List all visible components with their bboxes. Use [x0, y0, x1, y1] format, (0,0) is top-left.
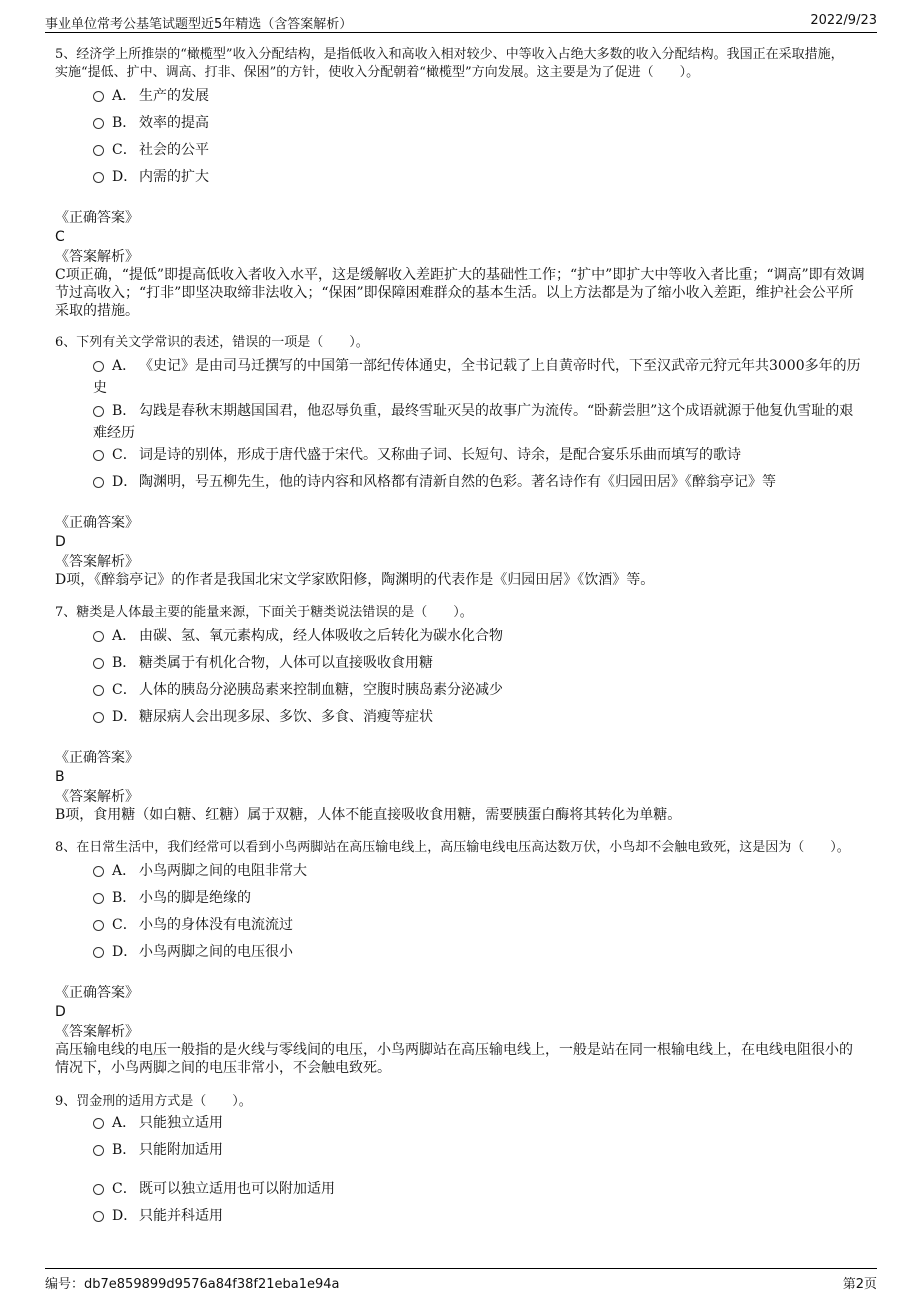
- radio-icon[interactable]: [93, 658, 104, 669]
- radio-icon[interactable]: [93, 685, 104, 696]
- radio-icon[interactable]: [93, 1145, 104, 1156]
- page-header: [45, 10, 877, 33]
- document-code: 编号：db7e859899d9576a84f38f21eba1e94a: [45, 1277, 340, 1292]
- option-a[interactable]: A． 《史记》是由司马迁撰写的中国第一部纪传体通史，全书记载了上自黄帝时代，下至汉武帝元狩元年共3000多年的历史: [93, 358, 861, 396]
- document-title: 事业单位常考公基笔试题型近5年精选（含答案解析）: [45, 17, 353, 32]
- radio-icon[interactable]: [93, 145, 104, 156]
- option-b[interactable]: B． 效率的提高: [93, 112, 863, 134]
- question-stem: 7、糖类是人体最主要的能量来源，下面关于糖类说法错误的是（ ）。: [55, 605, 473, 620]
- option-c[interactable]: C． 社会的公平: [93, 139, 863, 161]
- radio-icon[interactable]: [93, 1118, 104, 1129]
- option-d[interactable]: D． 陶渊明，号五柳先生，他的诗内容和风格都有清新自然的色彩。著名诗作有《归园田居》《醉翁亭记》等: [93, 471, 863, 493]
- option-c[interactable]: C． 人体的胰岛分泌胰岛素来控制血糖，空腹时胰岛素分泌减少: [93, 679, 863, 701]
- option-d[interactable]: D． 内需的扩大: [93, 166, 863, 188]
- analysis-text: B项，食用糖（如白糖、红糖）属于双糖，人体不能直接吸收食用糖，需要胰蛋白酶将其转化为单糖。: [55, 807, 682, 823]
- analysis-label: 《答案解析》: [55, 789, 139, 805]
- question-stem: 6、下列有关文学常识的表述，错误的一项是（ ）。: [55, 335, 369, 350]
- document-date: 2022/9/23: [810, 13, 877, 28]
- radio-icon[interactable]: [93, 406, 104, 417]
- analysis-text: C项正确，“提低”即提高低收入者收入水平，这是缓解收入差距扩大的基础性工作；“扩中”即扩大中等收入者比重；“调高”即有效调节过高收入；“打非”即坚决取缔非法收入；“保困”即保障困难群众的基本生活。以上方法都是为了缩小收入差距，维护社会公平所采取的措施。: [55, 267, 865, 319]
- radio-icon[interactable]: [93, 893, 104, 904]
- analysis-text: 高压输电线的电压一般指的是火线与零线间的电压，小鸟两脚站在高压输电线上，一般是站在同一根输电线上，在电线电阻很小的情况下，小鸟两脚之间的电压非常小，不会触电致死。: [55, 1042, 853, 1076]
- question-stem: 8、在日常生活中，我们经常可以看到小鸟两脚站在高压输电线上，高压输电线电压高达数万伏，小鸟却不会触电致死，这是因为（ ）。: [55, 840, 850, 855]
- analysis-label: 《答案解析》: [55, 1024, 139, 1040]
- radio-icon[interactable]: [93, 118, 104, 129]
- correct-answer-label: 《正确答案》: [55, 985, 139, 1001]
- radio-icon[interactable]: [93, 920, 104, 931]
- radio-icon[interactable]: [93, 1184, 104, 1195]
- option-a[interactable]: A． 小鸟两脚之间的电阻非常大: [93, 860, 863, 882]
- option-c[interactable]: C． 词是诗的别体，形成于唐代盛于宋代。又称曲子词、长短句、诗余，是配合宴乐乐曲而填写的歌诗: [93, 444, 863, 466]
- correct-answer: B: [55, 769, 65, 785]
- option-d[interactable]: D． 小鸟两脚之间的电压很小: [93, 941, 863, 963]
- page-footer: [45, 1268, 877, 1293]
- page-number: 第2页: [842, 1277, 877, 1292]
- radio-icon[interactable]: [93, 631, 104, 642]
- question-stem: 5、经济学上所推崇的“橄榄型”收入分配结构，是指低收入和高收入相对较少、中等收入占绝大多数的收入分配结构。我国正在采取措施，实施“提低、扩中、调高、打非、保困”的方针，使收入分配朝着“橄榄型”方向发展。这主要是为了促进（ ）。: [55, 47, 844, 80]
- radio-icon[interactable]: [93, 1211, 104, 1222]
- correct-answer-label: 《正确答案》: [55, 750, 139, 766]
- analysis-label: 《答案解析》: [55, 249, 139, 265]
- radio-icon[interactable]: [93, 361, 104, 372]
- radio-icon[interactable]: [93, 172, 104, 183]
- option-a[interactable]: A． 由碳、氢、氧元素构成，经人体吸收之后转化为碳水化合物: [93, 625, 863, 647]
- option-c[interactable]: C． 既可以独立适用也可以附加适用: [93, 1178, 863, 1200]
- correct-answer: D: [55, 534, 66, 550]
- analysis-label: 《答案解析》: [55, 554, 139, 570]
- correct-answer: C: [55, 229, 65, 245]
- radio-icon[interactable]: [93, 866, 104, 877]
- correct-answer-label: 《正确答案》: [55, 210, 139, 226]
- option-c[interactable]: C． 小鸟的身体没有电流流过: [93, 914, 863, 936]
- radio-icon[interactable]: [93, 91, 104, 102]
- correct-answer-label: 《正确答案》: [55, 515, 139, 531]
- option-b[interactable]: B． 小鸟的脚是绝缘的: [93, 887, 863, 909]
- radio-icon[interactable]: [93, 712, 104, 723]
- radio-icon[interactable]: [93, 477, 104, 488]
- option-d[interactable]: D． 只能并科适用: [93, 1205, 863, 1227]
- analysis-text: D项，《醉翁亭记》的作者是我国北宋文学家欧阳修，陶渊明的代表作是《归园田居》《饮酒》等。: [55, 572, 655, 588]
- option-a[interactable]: A． 生产的发展: [93, 85, 863, 107]
- radio-icon[interactable]: [93, 450, 104, 461]
- radio-icon[interactable]: [93, 947, 104, 958]
- option-b[interactable]: B． 只能附加适用: [93, 1139, 863, 1161]
- option-a[interactable]: A． 只能独立适用: [93, 1112, 863, 1134]
- correct-answer: D: [55, 1004, 66, 1020]
- option-d[interactable]: D． 糖尿病人会出现多尿、多饮、多食、消瘦等症状: [93, 706, 863, 728]
- option-b[interactable]: B． 糖类属于有机化合物，人体可以直接吸收食用糖: [93, 652, 863, 674]
- option-b[interactable]: B． 勾践是春秋末期越国国君，他忍辱负重，最终雪耻灭吴的故事广为流传。“卧薪尝胆”这个成语就源于他复仇雪耻的艰难经历: [93, 403, 854, 441]
- question-stem: 9、罚金刑的适用方式是（ ）。: [55, 1094, 252, 1109]
